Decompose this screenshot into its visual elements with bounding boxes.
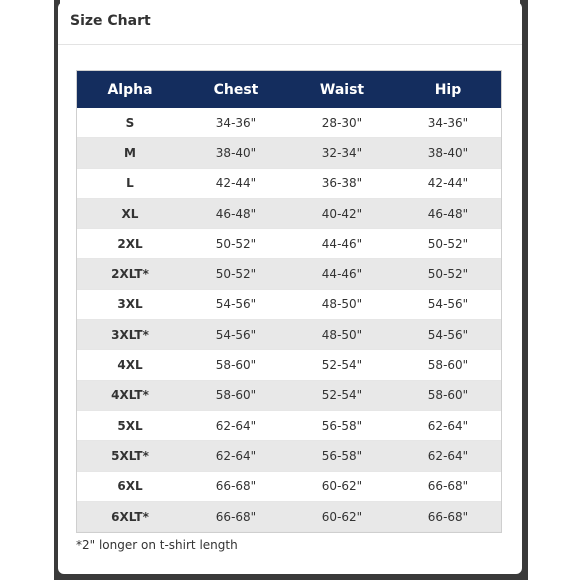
cell-waist: 28-30"	[289, 108, 395, 138]
cell-alpha: 4XLT*	[77, 380, 183, 410]
cell-hip: 62-64"	[395, 441, 501, 471]
cell-chest: 50-52"	[183, 229, 289, 259]
cell-hip: 62-64"	[395, 410, 501, 440]
cell-waist: 48-50"	[289, 289, 395, 319]
cell-hip: 50-52"	[395, 259, 501, 289]
cell-hip: 58-60"	[395, 350, 501, 380]
cell-chest: 54-56"	[183, 289, 289, 319]
table-row	[77, 168, 501, 198]
cell-chest: 50-52"	[183, 259, 289, 289]
cell-alpha: 3XL	[77, 289, 183, 319]
cell-hip: 58-60"	[395, 380, 501, 410]
column-header-chest: Chest	[183, 71, 289, 108]
cell-alpha: 5XL	[77, 410, 183, 440]
column-header-alpha: Alpha	[77, 71, 183, 108]
size-table-container	[76, 70, 502, 533]
table-row	[77, 380, 501, 410]
cell-hip: 54-56"	[395, 289, 501, 319]
cell-alpha: 5XLT*	[77, 441, 183, 471]
column-header-hip: Hip	[395, 71, 501, 108]
cell-chest: 62-64"	[183, 410, 289, 440]
cell-alpha: L	[77, 168, 183, 198]
cell-waist: 44-46"	[289, 259, 395, 289]
cell-alpha: 3XLT*	[77, 320, 183, 350]
size-table	[77, 71, 501, 532]
cell-chest: 42-44"	[183, 168, 289, 198]
cell-alpha: 2XL	[77, 229, 183, 259]
cell-waist: 56-58"	[289, 410, 395, 440]
cell-hip: 42-44"	[395, 168, 501, 198]
cell-chest: 58-60"	[183, 380, 289, 410]
table-row	[77, 501, 501, 531]
cell-chest: 62-64"	[183, 441, 289, 471]
cell-alpha: XL	[77, 198, 183, 228]
cell-hip: 46-48"	[395, 198, 501, 228]
table-row	[77, 289, 501, 319]
cell-alpha: 6XL	[77, 471, 183, 501]
table-row	[77, 350, 501, 380]
cell-hip: 50-52"	[395, 229, 501, 259]
cell-alpha: 4XL	[77, 350, 183, 380]
cell-chest: 54-56"	[183, 320, 289, 350]
cell-waist: 44-46"	[289, 229, 395, 259]
table-row	[77, 410, 501, 440]
column-header-waist: Waist	[289, 71, 395, 108]
cell-waist: 52-54"	[289, 350, 395, 380]
table-row	[77, 229, 501, 259]
cell-hip: 66-68"	[395, 501, 501, 531]
cell-waist: 48-50"	[289, 320, 395, 350]
cell-chest: 66-68"	[183, 501, 289, 531]
cell-alpha: 6XLT*	[77, 501, 183, 531]
cell-waist: 40-42"	[289, 198, 395, 228]
cell-waist: 60-62"	[289, 471, 395, 501]
cell-alpha: S	[77, 108, 183, 138]
table-row	[77, 320, 501, 350]
cell-hip: 54-56"	[395, 320, 501, 350]
cell-waist: 36-38"	[289, 168, 395, 198]
cell-hip: 38-40"	[395, 138, 501, 168]
table-row	[77, 138, 501, 168]
cell-waist: 56-58"	[289, 441, 395, 471]
cell-waist: 52-54"	[289, 380, 395, 410]
cell-waist: 60-62"	[289, 501, 395, 531]
table-row	[77, 108, 501, 138]
table-row	[77, 198, 501, 228]
cell-alpha: 2XLT*	[77, 259, 183, 289]
cell-hip: 66-68"	[395, 471, 501, 501]
footnote: *2" longer on t-shirt length	[76, 538, 238, 552]
table-header-row	[77, 71, 501, 108]
cell-chest: 34-36"	[183, 108, 289, 138]
cell-chest: 46-48"	[183, 198, 289, 228]
modal-header	[58, 2, 522, 45]
cell-chest: 58-60"	[183, 350, 289, 380]
cell-chest: 66-68"	[183, 471, 289, 501]
cell-waist: 32-34"	[289, 138, 395, 168]
table-row	[77, 259, 501, 289]
cell-hip: 34-36"	[395, 108, 501, 138]
modal-title: Size Chart	[70, 13, 151, 29]
table-row	[77, 471, 501, 501]
cell-chest: 38-40"	[183, 138, 289, 168]
table-row	[77, 441, 501, 471]
size-chart-modal	[58, 2, 522, 574]
cell-alpha: M	[77, 138, 183, 168]
